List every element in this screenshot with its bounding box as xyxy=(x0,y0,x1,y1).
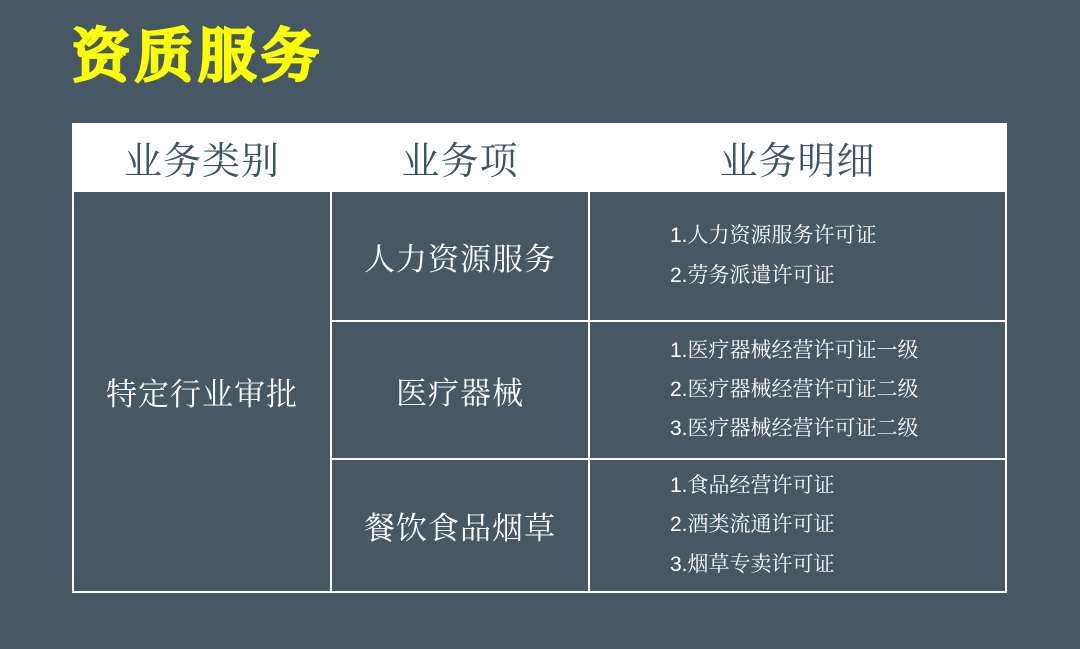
detail-line: 1.食品经营许可证 xyxy=(670,474,835,498)
item-cell-medical-devices: 医疗器械 xyxy=(331,321,589,459)
details-cell-medical-devices xyxy=(589,321,1006,459)
page-title: 资质服务 xyxy=(72,24,325,89)
details-cell-food-tobacco xyxy=(589,459,1006,592)
table-header-row xyxy=(73,124,1006,191)
detail-line: 3.医疗器械经营许可证二级 xyxy=(670,417,919,441)
column-header-category: 业务类别 xyxy=(73,124,331,191)
details-cell-hr-services xyxy=(589,191,1006,321)
detail-line: 2.酒类流通许可证 xyxy=(670,513,835,537)
detail-line: 2.医疗器械经营许可证二级 xyxy=(670,377,919,401)
detail-line: 1.人力资源服务许可证 xyxy=(670,224,877,248)
qualification-table xyxy=(72,123,1007,593)
detail-line: 2.劳务派遣许可证 xyxy=(670,263,835,287)
item-cell-hr-services: 人力资源服务 xyxy=(331,191,589,321)
table-row xyxy=(73,191,1006,321)
column-header-item: 业务项 xyxy=(331,124,589,191)
category-cell: 特定行业审批 xyxy=(73,191,331,592)
detail-line: 3.烟草专卖许可证 xyxy=(670,552,835,576)
item-cell-food-tobacco: 餐饮食品烟草 xyxy=(331,459,589,592)
detail-line: 1.医疗器械经营许可证一级 xyxy=(670,338,919,362)
column-header-detail: 业务明细 xyxy=(589,124,1006,191)
